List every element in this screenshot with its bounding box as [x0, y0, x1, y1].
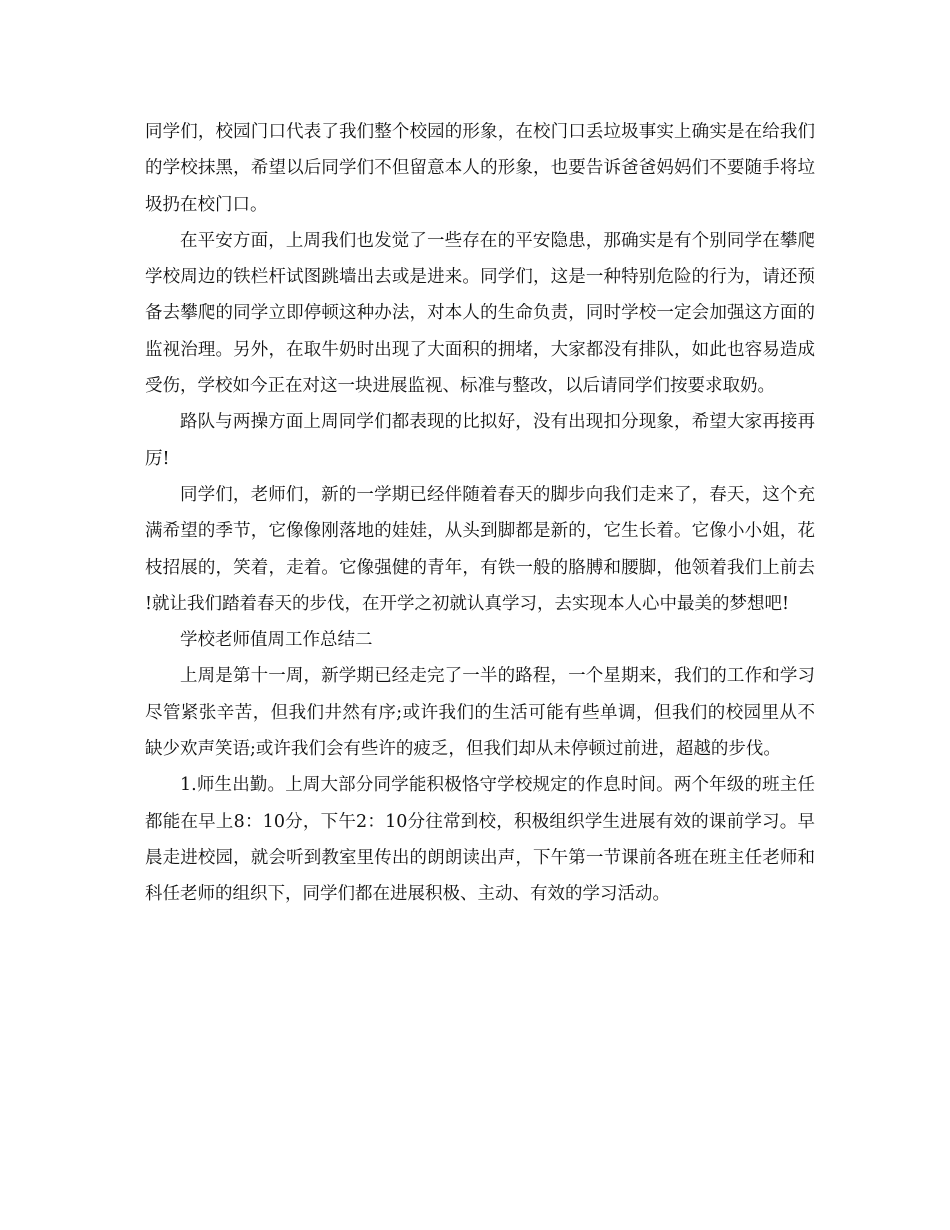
- paragraph-4: 同学们，老师们，新的一学期已经伴随着春天的脚步向我们走来了，春天，这个充满希望的季节，它像像刚落地的娃娃，从头到脚都是新的，它生长着。它像小小姐，花枝招展的，笑着，走着。它像强健的青年，有铁一般的胳膊和腰脚，他领着我们上前去!就让我们踏着春天的步伐，在开学之初就认真学习，去实现本人心中最美的梦想吧!: [145, 484, 815, 614]
- paragraph-1: 同学们，校园门口代表了我们整个校园的形象，在校门口丢垃圾事实上确实是在给我们的学校抹黑，希望以后同学们不但留意本人的形象，也要告诉爸爸妈妈们不要随手将垃圾扔在校门口。: [145, 122, 815, 215]
- paragraph-6: 1.师生出勤。上周大部分同学能积极恪守学校规定的作息时间。两个年级的班主任都能在早上8：10分，下午2：10分往常到校，积极组织学生进展有效的课前学习。早晨走进校园，就会听到教室里传出的朗朗读出声，下午第一节课前各班在班主任老师和科任老师的组织下，同学们都在进展积极、主动、有效的学习活动。: [145, 775, 815, 905]
- paragraph-5: 上周是第十一周，新学期已经走完了一半的路程，一个星期来，我们的工作和学习尽管紧张辛苦，但我们井然有序;或许我们的生活可能有些单调，但我们的校园里从不缺少欢声笑语;或许我们会有些许的疲乏，但我们却从未停顿过前进，超越的步伐。: [145, 666, 815, 760]
- document-page: [145, 114, 815, 913]
- paragraph-2: 在平安方面，上周我们也发觉了一些存在的平安隐患，那确实是有个别同学在攀爬学校周边的铁栏杆试图跳墙出去或是进来。同学们，这是一种特别危险的行为，请还预备去攀爬的同学立即停顿这种办法，对本人的生命负责，同时学校一定会加强这方面的监视治理。另外，在取牛奶时出现了大面积的拥堵，大家都没有排队，如此也容易造成受伤，学校如今正在对这一块进展监视、标准与整改，以后请同学们按要求取奶。: [145, 230, 815, 397]
- paragraph-3: 路队与两操方面上周同学们都表现的比拟好，没有出现扣分现象，希望大家再接再厉!: [145, 412, 815, 469]
- section-heading: 学校老师值周工作总结二: [180, 630, 373, 651]
